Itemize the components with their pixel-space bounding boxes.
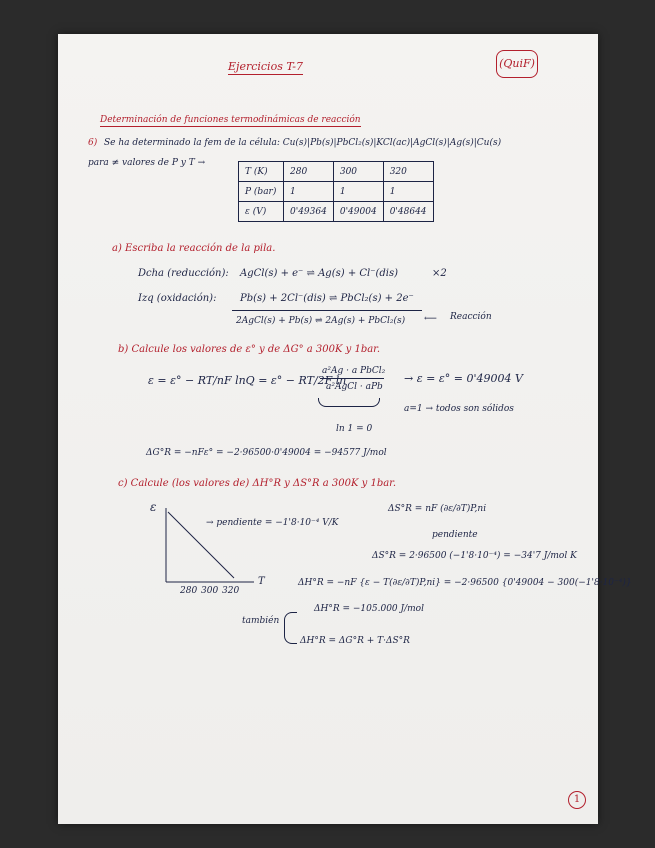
reaction-note: Reacción <box>450 312 492 322</box>
pendiente-label: pendiente <box>432 530 478 540</box>
table-cell: 1 <box>383 182 433 202</box>
fraction-bar <box>320 378 384 379</box>
problem-statement: Se ha determinado la fem de la célula: Cu(s)|Pb(s)|PbCl₂(s)|KCl(ac)|AgCl(s)|Ag(s)|Cu(s) <box>104 138 502 148</box>
table-cell: 320 <box>383 162 433 182</box>
problem-statement-2: para ≠ valores de P y T → <box>88 158 206 168</box>
nernst-equation: ε = ε° − RT/nF lnQ = ε° − RT/2F ln <box>148 374 347 387</box>
quotient-numerator: a²Ag · a PbCl₂ <box>322 366 386 376</box>
tambien-label: también <box>242 616 280 626</box>
tick-label: 280 <box>180 586 198 596</box>
table-cell: 1 <box>284 182 334 202</box>
table-cell: 0'49004 <box>333 202 383 222</box>
brace <box>318 398 380 407</box>
alt-formula: ΔH°R = ΔG°R + T·ΔS°R <box>300 636 410 646</box>
table-row <box>239 182 434 202</box>
problem-number: 6) <box>88 138 98 148</box>
part-b-label: b) Calcule los valores de ε° y de ΔG° a 300K y 1bar. <box>118 344 381 355</box>
slope-note: → pendiente = −1'8·10⁻⁴ V/K <box>206 518 339 528</box>
oxidation-label: Izq (oxidación): <box>138 293 217 304</box>
oxidation-equation: Pb(s) + 2Cl⁻(dis) ⇌ PbCl₂(s) + 2e⁻ <box>240 293 414 304</box>
notebook-page <box>58 34 598 824</box>
page-title: Ejercicios T-7 <box>228 60 303 73</box>
table-row <box>239 202 434 222</box>
table-cell: 0'49364 <box>284 202 334 222</box>
reduction-equation: AgCl(s) + e⁻ ⇌ Ag(s) + Cl⁻(dis) <box>240 268 399 279</box>
emf-vs-t-plot <box>142 500 272 600</box>
table-cell: P (bar) <box>239 182 284 202</box>
bracket <box>284 612 297 644</box>
page-number: 1 <box>568 791 586 809</box>
ln-note: ln 1 = 0 <box>336 424 373 434</box>
quotient-denominator: a²AgCl · aPb <box>326 382 383 392</box>
tick-label: 320 <box>222 586 240 596</box>
arrow-left-icon: ⟵ <box>424 314 437 324</box>
reduction-multiplier: ×2 <box>432 268 447 279</box>
tick-label: 300 <box>201 586 219 596</box>
reduction-label: Dcha (reducción): <box>138 268 229 279</box>
table-cell: 1 <box>333 182 383 202</box>
sum-line <box>232 310 422 311</box>
y-axis-label: ε <box>150 500 157 514</box>
emf-table <box>238 161 434 222</box>
delta-h-value: ΔH°R = −105.000 J/mol <box>314 604 424 614</box>
table-row <box>239 162 434 182</box>
activity-note: a=1 → todos son sólidos <box>404 404 514 414</box>
table-cell: 300 <box>333 162 383 182</box>
part-a-label: a) Escriba la reacción de la pila. <box>112 243 276 254</box>
delta-s-formula: ΔS°R = nF (∂ε/∂T)P,ni <box>388 504 487 514</box>
table-cell: ε (V) <box>239 202 284 222</box>
e-standard-result: → ε = ε° = 0'49004 V <box>404 372 523 385</box>
table-cell: T (K) <box>239 162 284 182</box>
course-tag: (QuiF) <box>496 50 538 78</box>
x-axis-label: T <box>258 576 265 587</box>
delta-h-formula: ΔH°R = −nF {ε − T(∂ε/∂T)P,ni} = −2·96500 {0'49004 − 300(−1'8·10⁻⁴)} <box>298 578 632 588</box>
delta-s-value: ΔS°R = 2·96500 (−1'8·10⁻⁴) = −34'7 J/mol K <box>372 551 577 561</box>
delta-g-equation: ΔG°R = −nFε° = −2·96500·0'49004 = −94577 J/mol <box>146 448 387 458</box>
part-c-label: c) Calcule (los valores de) ΔH°R y ΔS°R a 300K y 1bar. <box>118 478 397 489</box>
table-cell: 280 <box>284 162 334 182</box>
total-reaction: 2AgCl(s) + Pb(s) ⇌ 2Ag(s) + PbCl₂(s) <box>236 316 406 326</box>
section-title: Determinación de funciones termodinámicas de reacción <box>100 115 361 125</box>
table-cell: 0'48644 <box>383 202 433 222</box>
